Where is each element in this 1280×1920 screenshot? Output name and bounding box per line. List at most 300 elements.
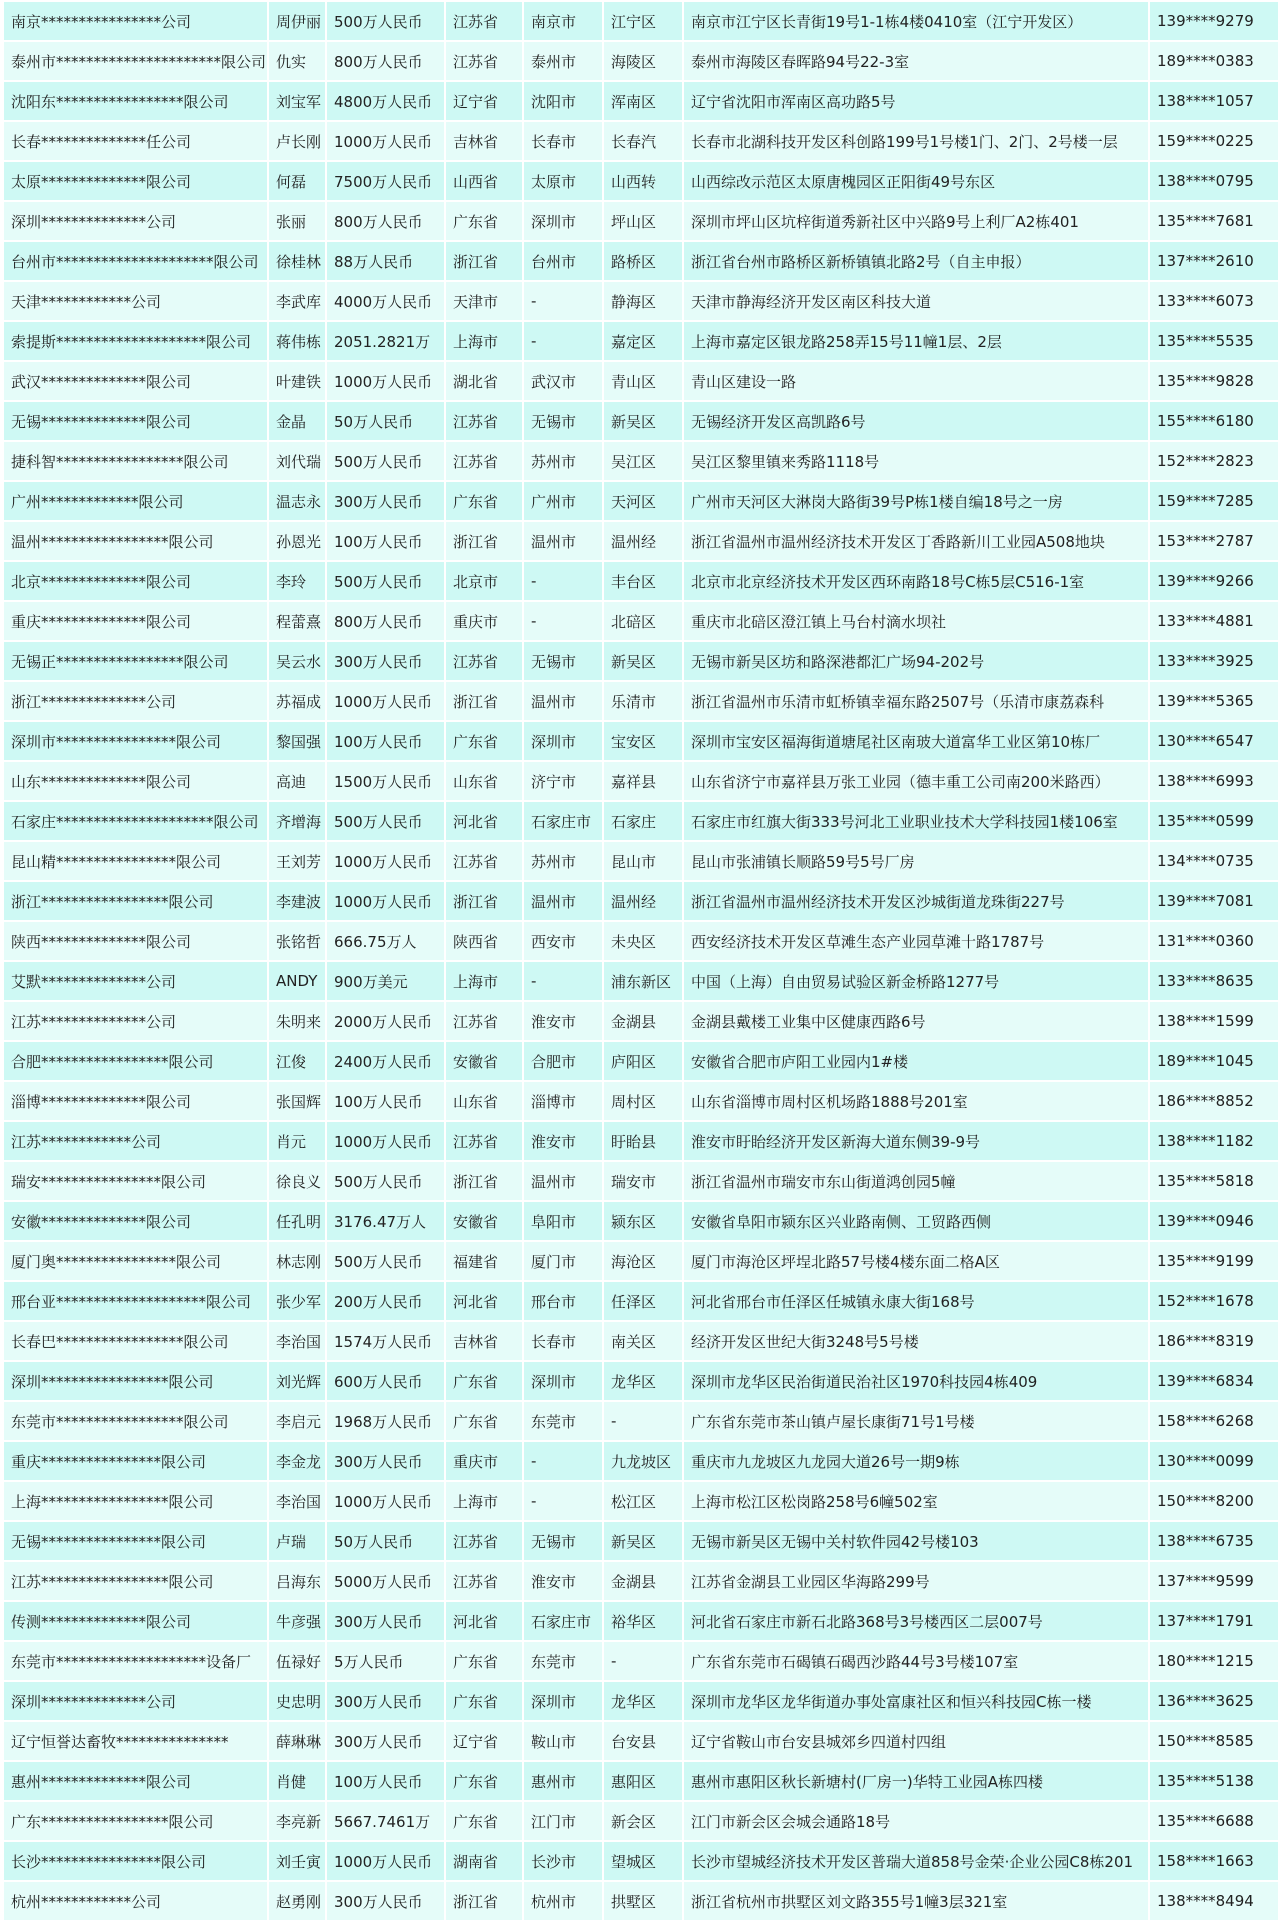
province-cell: 江苏省 (445, 1, 523, 41)
address-cell: 无锡市新吴区无锡中关村软件园42号楼103 (683, 1521, 1149, 1561)
district-cell: - (603, 1401, 683, 1441)
legal-representative-cell: 徐良义 (268, 1161, 326, 1201)
phone-cell: 135****7681 (1149, 201, 1279, 241)
district-cell: 天河区 (603, 481, 683, 521)
province-cell: 安徽省 (445, 1201, 523, 1241)
company-name-cell: 台州市*********************限公司 (3, 241, 268, 281)
address-cell: 山西综改示范区太原唐槐园区正阳街49号东区 (683, 161, 1149, 201)
city-cell: 合肥市 (523, 1041, 603, 1081)
phone-cell: 139****0946 (1149, 1201, 1279, 1241)
phone-cell: 135****9828 (1149, 361, 1279, 401)
company-name-cell: 传测**************限公司 (3, 1601, 268, 1641)
legal-representative-cell: 史忠明 (268, 1681, 326, 1721)
district-cell: 新吴区 (603, 641, 683, 681)
legal-representative-cell: 李治国 (268, 1321, 326, 1361)
company-name-cell: 太原**************限公司 (3, 161, 268, 201)
district-cell: 盱眙县 (603, 1121, 683, 1161)
province-cell: 重庆市 (445, 1441, 523, 1481)
province-cell: 辽宁省 (445, 1721, 523, 1761)
registered-capital-cell: 1500万人民币 (326, 761, 445, 801)
table-row (3, 281, 1279, 321)
registered-capital-cell: 2051.2821万 (326, 321, 445, 361)
district-cell: 吴江区 (603, 441, 683, 481)
province-cell: 广东省 (445, 481, 523, 521)
district-cell: 龙华区 (603, 1681, 683, 1721)
address-cell: 浙江省台州市路桥区新桥镇镇北路2号（自主申报） (683, 241, 1149, 281)
table-row (3, 1801, 1279, 1841)
address-cell: 深圳市坪山区坑梓街道秀新社区中兴路9号上利厂A2栋401 (683, 201, 1149, 241)
registered-capital-cell: 50万人民币 (326, 1521, 445, 1561)
phone-cell: 137****2610 (1149, 241, 1279, 281)
registered-capital-cell: 100万人民币 (326, 1081, 445, 1121)
district-cell: 松江区 (603, 1481, 683, 1521)
legal-representative-cell: 苏福成 (268, 681, 326, 721)
phone-cell: 139****9266 (1149, 561, 1279, 601)
registered-capital-cell: 1000万人民币 (326, 1121, 445, 1161)
city-cell: 深圳市 (523, 1681, 603, 1721)
table-row (3, 201, 1279, 241)
registered-capital-cell: 3176.47万人 (326, 1201, 445, 1241)
city-cell: 长春市 (523, 1321, 603, 1361)
company-name-cell: 瑞安****************限公司 (3, 1161, 268, 1201)
city-cell: 邢台市 (523, 1281, 603, 1321)
province-cell: 浙江省 (445, 681, 523, 721)
legal-representative-cell: 李玲 (268, 561, 326, 601)
address-cell: 南京市江宁区长青街19号1-1栋4楼0410室（江宁开发区） (683, 1, 1149, 41)
address-cell: 经济开发区世纪大街3248号5号楼 (683, 1321, 1149, 1361)
phone-cell: 135****9199 (1149, 1241, 1279, 1281)
city-cell: 惠州市 (523, 1761, 603, 1801)
city-cell: 淮安市 (523, 1001, 603, 1041)
address-cell: 江苏省金湖县工业园区华海路299号 (683, 1561, 1149, 1601)
address-cell: 广州市天河区大淋岗大路街39号P栋1楼自编18号之一房 (683, 481, 1149, 521)
registered-capital-cell: 500万人民币 (326, 441, 445, 481)
table-row (3, 1121, 1279, 1161)
table-row (3, 441, 1279, 481)
legal-representative-cell: 刘光辉 (268, 1361, 326, 1401)
legal-representative-cell: 张铭哲 (268, 921, 326, 961)
legal-representative-cell: 刘宝军 (268, 81, 326, 121)
address-cell: 深圳市龙华区民治街道民治社区1970科技园4栋409 (683, 1361, 1149, 1401)
registered-capital-cell: 50万人民币 (326, 401, 445, 441)
city-cell: 苏州市 (523, 441, 603, 481)
district-cell: - (603, 1641, 683, 1681)
address-cell: 浙江省温州市乐清市虹桥镇幸福东路2507号（乐清市康荔森科 (683, 681, 1149, 721)
district-cell: 坪山区 (603, 201, 683, 241)
legal-representative-cell: 李建波 (268, 881, 326, 921)
city-cell: 温州市 (523, 521, 603, 561)
phone-cell: 158****6268 (1149, 1401, 1279, 1441)
phone-cell: 159****7285 (1149, 481, 1279, 521)
table-row (3, 361, 1279, 401)
province-cell: 湖南省 (445, 1841, 523, 1881)
table-row (3, 121, 1279, 161)
company-name-cell: 安徽**************限公司 (3, 1201, 268, 1241)
province-cell: 陕西省 (445, 921, 523, 961)
registered-capital-cell: 300万人民币 (326, 1681, 445, 1721)
city-cell: 泰州市 (523, 41, 603, 81)
company-name-cell: 江苏*****************限公司 (3, 1561, 268, 1601)
legal-representative-cell: 金晶 (268, 401, 326, 441)
district-cell: 宝安区 (603, 721, 683, 761)
district-cell: 丰台区 (603, 561, 683, 601)
legal-representative-cell: 林志刚 (268, 1241, 326, 1281)
city-cell: 淮安市 (523, 1561, 603, 1601)
company-name-cell: 江苏**************公司 (3, 1001, 268, 1041)
city-cell: 淮安市 (523, 1121, 603, 1161)
company-name-cell: 石家庄*********************限公司 (3, 801, 268, 841)
phone-cell: 139****9279 (1149, 1, 1279, 41)
registered-capital-cell: 300万人民币 (326, 1881, 445, 1920)
city-cell: 无锡市 (523, 1521, 603, 1561)
address-cell: 北京市北京经济技术开发区西环南路18号C栋5层C516-1室 (683, 561, 1149, 601)
legal-representative-cell: 李武库 (268, 281, 326, 321)
table-row (3, 1081, 1279, 1121)
district-cell: 江宁区 (603, 1, 683, 41)
company-name-cell: 淄博**************限公司 (3, 1081, 268, 1121)
legal-representative-cell: 李治国 (268, 1481, 326, 1521)
table-row (3, 41, 1279, 81)
company-name-cell: 邢台亚********************限公司 (3, 1281, 268, 1321)
address-cell: 上海市松江区松岗路258号6幢502室 (683, 1481, 1149, 1521)
table-row (3, 1521, 1279, 1561)
registered-capital-cell: 7500万人民币 (326, 161, 445, 201)
city-cell: 西安市 (523, 921, 603, 961)
province-cell: 吉林省 (445, 121, 523, 161)
table-row (3, 1601, 1279, 1641)
phone-cell: 155****6180 (1149, 401, 1279, 441)
address-cell: 上海市嘉定区银龙路258弄15号11幢1层、2层 (683, 321, 1149, 361)
address-cell: 长春市北湖科技开发区科创路199号1号楼1门、2门、2号楼一层 (683, 121, 1149, 161)
phone-cell: 180****1215 (1149, 1641, 1279, 1681)
district-cell: 浦东新区 (603, 961, 683, 1001)
legal-representative-cell: 肖元 (268, 1121, 326, 1161)
district-cell: 北碚区 (603, 601, 683, 641)
district-cell: 昆山市 (603, 841, 683, 881)
phone-cell: 138****8494 (1149, 1881, 1279, 1920)
phone-cell: 138****1182 (1149, 1121, 1279, 1161)
phone-cell: 133****8635 (1149, 961, 1279, 1001)
address-cell: 石家庄市红旗大街333号河北工业职业技术大学科技园1楼106室 (683, 801, 1149, 841)
province-cell: 江苏省 (445, 1521, 523, 1561)
table-row (3, 801, 1279, 841)
province-cell: 河北省 (445, 801, 523, 841)
table-row (3, 841, 1279, 881)
registered-capital-cell: 500万人民币 (326, 801, 445, 841)
province-cell: 江苏省 (445, 1001, 523, 1041)
city-cell: - (523, 321, 603, 361)
registered-capital-cell: 2000万人民币 (326, 1001, 445, 1041)
phone-cell: 152****2823 (1149, 441, 1279, 481)
city-cell: 太原市 (523, 161, 603, 201)
city-cell: 温州市 (523, 681, 603, 721)
city-cell: 台州市 (523, 241, 603, 281)
company-name-cell: 广东*****************限公司 (3, 1801, 268, 1841)
district-cell: 金湖县 (603, 1561, 683, 1601)
phone-cell: 133****3925 (1149, 641, 1279, 681)
company-name-cell: 温州*****************限公司 (3, 521, 268, 561)
district-cell: 新吴区 (603, 401, 683, 441)
registered-capital-cell: 4800万人民币 (326, 81, 445, 121)
phone-cell: 138****6735 (1149, 1521, 1279, 1561)
registered-capital-cell: 300万人民币 (326, 1721, 445, 1761)
table-row (3, 1241, 1279, 1281)
table-row (3, 1681, 1279, 1721)
legal-representative-cell: 齐增海 (268, 801, 326, 841)
city-cell: 厦门市 (523, 1241, 603, 1281)
province-cell: 山西省 (445, 161, 523, 201)
province-cell: 江苏省 (445, 841, 523, 881)
registered-capital-cell: 1000万人民币 (326, 1841, 445, 1881)
registered-capital-cell: 500万人民币 (326, 1241, 445, 1281)
province-cell: 江苏省 (445, 641, 523, 681)
address-cell: 深圳市龙华区龙华街道办事处富康社区和恒兴科技园C栋一楼 (683, 1681, 1149, 1721)
city-cell: 江门市 (523, 1801, 603, 1841)
company-name-cell: 江苏************公司 (3, 1121, 268, 1161)
address-cell: 江门市新会区会城会通路18号 (683, 1801, 1149, 1841)
table-row (3, 521, 1279, 561)
legal-representative-cell: 仇实 (268, 41, 326, 81)
company-name-cell: 合肥*****************限公司 (3, 1041, 268, 1081)
province-cell: 北京市 (445, 561, 523, 601)
city-cell: 阜阳市 (523, 1201, 603, 1241)
province-cell: 浙江省 (445, 881, 523, 921)
phone-cell: 189****0383 (1149, 41, 1279, 81)
company-name-cell: 浙江*****************限公司 (3, 881, 268, 921)
company-name-cell: 广州*************限公司 (3, 481, 268, 521)
legal-representative-cell: 李金龙 (268, 1441, 326, 1481)
address-cell: 浙江省杭州市拱墅区刘文路355号1幢3层321室 (683, 1881, 1149, 1920)
address-cell: 安徽省合肥市庐阳工业园内1#楼 (683, 1041, 1149, 1081)
province-cell: 上海市 (445, 321, 523, 361)
company-name-cell: 长沙****************限公司 (3, 1841, 268, 1881)
phone-cell: 130****0099 (1149, 1441, 1279, 1481)
district-cell: 青山区 (603, 361, 683, 401)
province-cell: 上海市 (445, 961, 523, 1001)
legal-representative-cell: 赵勇刚 (268, 1881, 326, 1920)
table-row (3, 561, 1279, 601)
address-cell: 惠州市惠阳区秋长新塘村(厂房一)华特工业园A栋四楼 (683, 1761, 1149, 1801)
table-row (3, 1841, 1279, 1881)
district-cell: 静海区 (603, 281, 683, 321)
province-cell: 上海市 (445, 1481, 523, 1521)
district-cell: 温州经 (603, 881, 683, 921)
table-row (3, 1321, 1279, 1361)
registered-capital-cell: 900万美元 (326, 961, 445, 1001)
city-cell: 淄博市 (523, 1081, 603, 1121)
address-cell: 吴江区黎里镇来秀路1118号 (683, 441, 1149, 481)
registered-capital-cell: 800万人民币 (326, 201, 445, 241)
address-cell: 重庆市九龙坡区九龙园大道26号一期9栋 (683, 1441, 1149, 1481)
registered-capital-cell: 300万人民币 (326, 481, 445, 521)
company-name-cell: 艾默**************公司 (3, 961, 268, 1001)
city-cell: 东莞市 (523, 1641, 603, 1681)
address-cell: 山东省济宁市嘉祥县万张工业园（德丰重工公司南200米路西） (683, 761, 1149, 801)
registered-capital-cell: 1574万人民币 (326, 1321, 445, 1361)
table-row (3, 601, 1279, 641)
company-name-cell: 辽宁恒誉达畜牧*************** (3, 1721, 268, 1761)
company-name-cell: 武汉**************限公司 (3, 361, 268, 401)
province-cell: 广东省 (445, 1681, 523, 1721)
company-name-cell: 无锡正*****************限公司 (3, 641, 268, 681)
province-cell: 江苏省 (445, 1121, 523, 1161)
district-cell: 拱墅区 (603, 1881, 683, 1920)
company-name-cell: 东莞市*****************限公司 (3, 1401, 268, 1441)
legal-representative-cell: 卢长刚 (268, 121, 326, 161)
province-cell: 广东省 (445, 1761, 523, 1801)
phone-cell: 134****0735 (1149, 841, 1279, 881)
district-cell: 新会区 (603, 1801, 683, 1841)
province-cell: 浙江省 (445, 521, 523, 561)
phone-cell: 150****8585 (1149, 1721, 1279, 1761)
company-name-cell: 陕西**************限公司 (3, 921, 268, 961)
legal-representative-cell: 孙恩光 (268, 521, 326, 561)
city-cell: 温州市 (523, 881, 603, 921)
table-row (3, 401, 1279, 441)
province-cell: 浙江省 (445, 1881, 523, 1920)
province-cell: 河北省 (445, 1601, 523, 1641)
address-cell: 西安经济技术开发区草滩生态产业园草滩十路1787号 (683, 921, 1149, 961)
province-cell: 天津市 (445, 281, 523, 321)
province-cell: 广东省 (445, 721, 523, 761)
table-row (3, 1441, 1279, 1481)
city-cell: 武汉市 (523, 361, 603, 401)
phone-cell: 135****0599 (1149, 801, 1279, 841)
phone-cell: 186****8852 (1149, 1081, 1279, 1121)
registered-capital-cell: 100万人民币 (326, 721, 445, 761)
phone-cell: 152****1678 (1149, 1281, 1279, 1321)
district-cell: 台安县 (603, 1721, 683, 1761)
legal-representative-cell: 刘代瑞 (268, 441, 326, 481)
table-row (3, 1721, 1279, 1761)
phone-cell: 133****6073 (1149, 281, 1279, 321)
table-row (3, 481, 1279, 521)
legal-representative-cell: 叶建铁 (268, 361, 326, 401)
province-cell: 广东省 (445, 201, 523, 241)
company-name-cell: 东莞市********************设备厂 (3, 1641, 268, 1681)
registered-capital-cell: 88万人民币 (326, 241, 445, 281)
city-cell: 深圳市 (523, 721, 603, 761)
city-cell: 石家庄市 (523, 1601, 603, 1641)
city-cell: - (523, 1481, 603, 1521)
registered-capital-cell: 2400万人民币 (326, 1041, 445, 1081)
registered-capital-cell: 200万人民币 (326, 1281, 445, 1321)
legal-representative-cell: 高迪 (268, 761, 326, 801)
company-name-cell: 深圳*****************限公司 (3, 1361, 268, 1401)
phone-cell: 130****6547 (1149, 721, 1279, 761)
address-cell: 深圳市宝安区福海街道塘尾社区南玻大道富华工业区第10栋厂 (683, 721, 1149, 761)
district-cell: 任泽区 (603, 1281, 683, 1321)
registered-capital-cell: 5000万人民币 (326, 1561, 445, 1601)
registered-capital-cell: 5万人民币 (326, 1641, 445, 1681)
address-cell: 淮安市盱眙经济开发区新海大道东侧39-9号 (683, 1121, 1149, 1161)
district-cell: 海陵区 (603, 41, 683, 81)
legal-representative-cell: 朱明来 (268, 1001, 326, 1041)
table-row (3, 641, 1279, 681)
registered-capital-cell: 4000万人民币 (326, 281, 445, 321)
province-cell: 重庆市 (445, 601, 523, 641)
city-cell: 长沙市 (523, 1841, 603, 1881)
company-name-cell: 深圳**************公司 (3, 201, 268, 241)
address-cell: 广东省东莞市石碣镇石碣西沙路44号3号楼107室 (683, 1641, 1149, 1681)
province-cell: 山东省 (445, 761, 523, 801)
province-cell: 辽宁省 (445, 81, 523, 121)
legal-representative-cell: 黎国强 (268, 721, 326, 761)
table-row (3, 1641, 1279, 1681)
city-cell: 广州市 (523, 481, 603, 521)
registered-capital-cell: 300万人民币 (326, 1601, 445, 1641)
province-cell: 浙江省 (445, 241, 523, 281)
address-cell: 泰州市海陵区春晖路94号22-3室 (683, 41, 1149, 81)
registered-capital-cell: 600万人民币 (326, 1361, 445, 1401)
registered-capital-cell: 100万人民币 (326, 1761, 445, 1801)
legal-representative-cell: 薛琳琳 (268, 1721, 326, 1761)
address-cell: 山东省淄博市周村区机场路1888号201室 (683, 1081, 1149, 1121)
company-table-body (3, 1, 1279, 1920)
city-cell: - (523, 601, 603, 641)
province-cell: 江苏省 (445, 441, 523, 481)
district-cell: 龙华区 (603, 1361, 683, 1401)
phone-cell: 135****5818 (1149, 1161, 1279, 1201)
legal-representative-cell: 吕海东 (268, 1561, 326, 1601)
table-row (3, 1281, 1279, 1321)
legal-representative-cell: 江俊 (268, 1041, 326, 1081)
province-cell: 安徽省 (445, 1041, 523, 1081)
phone-cell: 189****1045 (1149, 1041, 1279, 1081)
phone-cell: 137****9599 (1149, 1561, 1279, 1601)
address-cell: 浙江省温州市瑞安市东山街道鸿创园5幢 (683, 1161, 1149, 1201)
legal-representative-cell: 吴云水 (268, 641, 326, 681)
address-cell: 浙江省温州市温州经济技术开发区丁香路新川工业园A508地块 (683, 521, 1149, 561)
district-cell: 金湖县 (603, 1001, 683, 1041)
city-cell: - (523, 1441, 603, 1481)
district-cell: 望城区 (603, 1841, 683, 1881)
company-name-cell: 上海*****************限公司 (3, 1481, 268, 1521)
province-cell: 湖北省 (445, 361, 523, 401)
table-row (3, 1761, 1279, 1801)
registered-capital-cell: 300万人民币 (326, 1441, 445, 1481)
district-cell: 九龙坡区 (603, 1441, 683, 1481)
legal-representative-cell: 李启元 (268, 1401, 326, 1441)
province-cell: 江苏省 (445, 1561, 523, 1601)
registered-capital-cell: 800万人民币 (326, 41, 445, 81)
phone-cell: 136****3625 (1149, 1681, 1279, 1721)
legal-representative-cell: 温志永 (268, 481, 326, 521)
table-row (3, 1561, 1279, 1601)
address-cell: 广东省东莞市茶山镇卢屋长康街71号1号楼 (683, 1401, 1149, 1441)
address-cell: 河北省石家庄市新石北路368号3号楼西区二层007号 (683, 1601, 1149, 1641)
district-cell: 瑞安市 (603, 1161, 683, 1201)
table-row (3, 1401, 1279, 1441)
table-row (3, 1361, 1279, 1401)
province-cell: 广东省 (445, 1641, 523, 1681)
table-row (3, 961, 1279, 1001)
district-cell: 嘉定区 (603, 321, 683, 361)
district-cell: 周村区 (603, 1081, 683, 1121)
address-cell: 辽宁省沈阳市浑南区高功路5号 (683, 81, 1149, 121)
phone-cell: 153****2787 (1149, 521, 1279, 561)
table-row (3, 321, 1279, 361)
province-cell: 福建省 (445, 1241, 523, 1281)
city-cell: 温州市 (523, 1161, 603, 1201)
address-cell: 中国（上海）自由贸易试验区新金桥路1277号 (683, 961, 1149, 1001)
legal-representative-cell: 何磊 (268, 161, 326, 201)
company-name-cell: 天津************公司 (3, 281, 268, 321)
address-cell: 浙江省温州市温州经济技术开发区沙城街道龙珠街227号 (683, 881, 1149, 921)
district-cell: 新吴区 (603, 1521, 683, 1561)
phone-cell: 158****1663 (1149, 1841, 1279, 1881)
legal-representative-cell: 程蕾熹 (268, 601, 326, 641)
